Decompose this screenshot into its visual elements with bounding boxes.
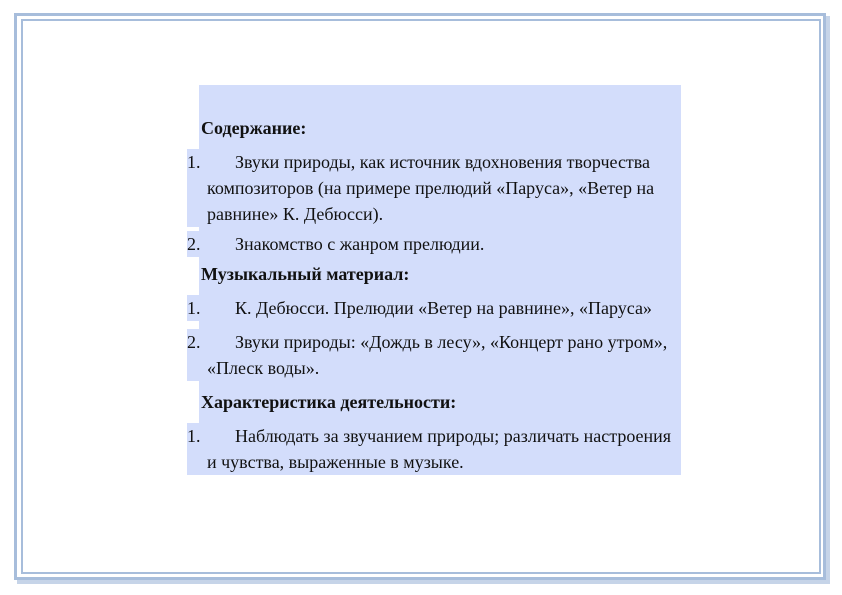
highlight-gap bbox=[199, 321, 681, 329]
frame-shadow-right bbox=[826, 16, 830, 583]
list-item-number: 1. bbox=[187, 298, 201, 318]
list-item-text: Звуки природы: «Дождь в лесу», «Концерт рано утром», «Плеск воды». bbox=[207, 332, 668, 378]
section-heading-activity: Характеристика деятельности: bbox=[199, 389, 681, 415]
highlight-gap bbox=[199, 141, 681, 149]
list-item bbox=[187, 295, 681, 321]
frame-shadow-bottom bbox=[17, 580, 830, 584]
section-heading-content: Содержание: bbox=[199, 115, 681, 141]
list-item-number: 2. bbox=[187, 332, 201, 352]
lesson-content bbox=[187, 85, 681, 475]
list-item-number: 1. bbox=[187, 426, 201, 446]
highlight-gap bbox=[199, 381, 681, 389]
list-item-text: Звуки природы, как источник вдохновения творчества композиторов (на примере прелюдий «Паруса», «Ветер на равнине» К. Дебюсси). bbox=[207, 152, 655, 224]
list-item bbox=[187, 149, 681, 227]
list-item bbox=[187, 423, 681, 475]
list-item bbox=[187, 329, 681, 381]
highlight-gap bbox=[199, 415, 681, 423]
list-item-number: 1. bbox=[187, 152, 201, 172]
list-item bbox=[187, 231, 681, 257]
list-item-text: Знакомство с жанром прелюдии. bbox=[235, 234, 485, 254]
list-item-text: Наблюдать за звучанием природы; различать настроения и чувства, выраженные в музыке. bbox=[207, 426, 672, 472]
section-heading-material: Музыкальный материал: bbox=[199, 261, 681, 287]
highlight-spacer bbox=[199, 85, 681, 115]
list-item-number: 2. bbox=[187, 234, 201, 254]
list-item-text: К. Дебюсси. Прелюдии «Ветер на равнине», «Паруса» bbox=[235, 298, 652, 318]
highlight-gap bbox=[199, 287, 681, 295]
